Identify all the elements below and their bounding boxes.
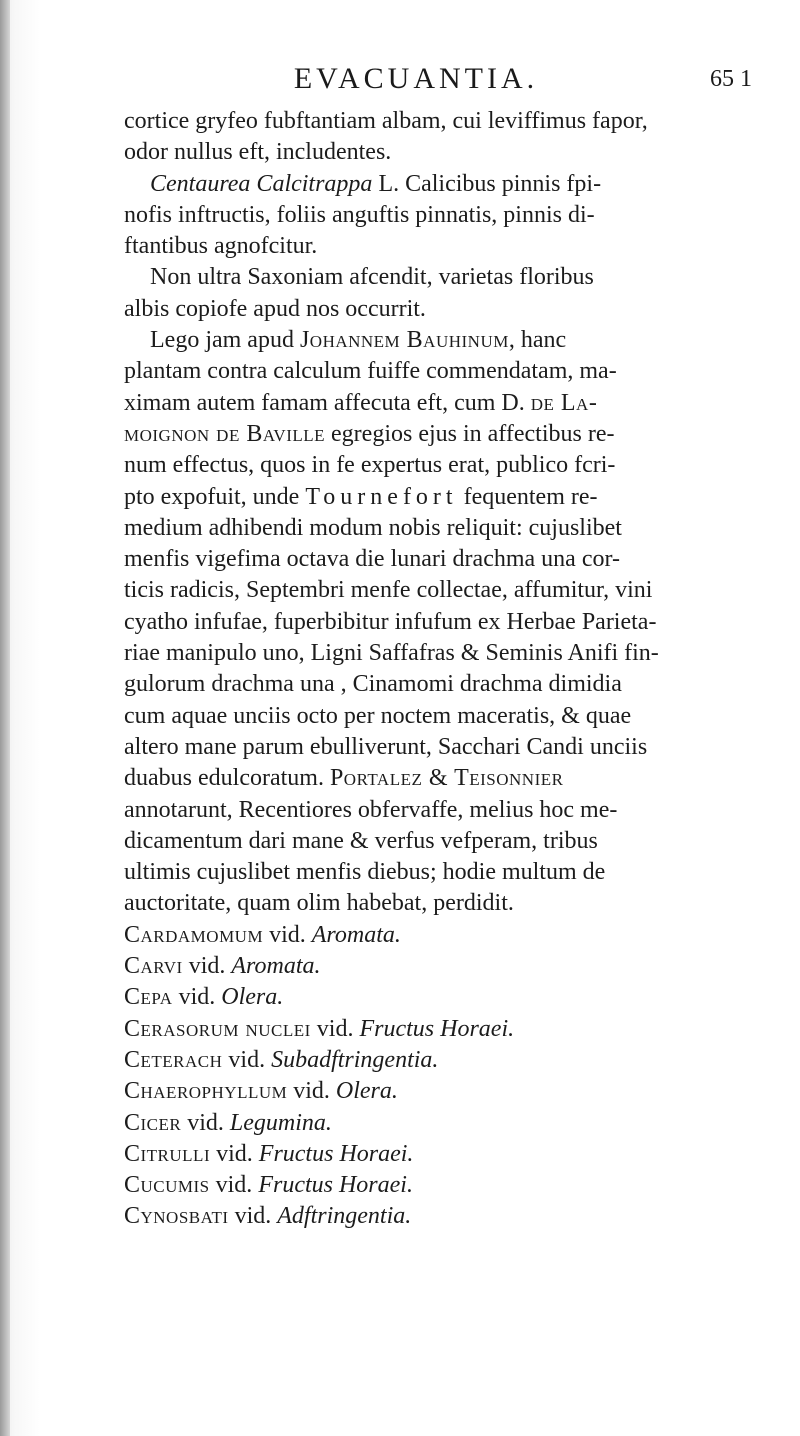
entry-reference: Subadftringentia. (271, 1046, 439, 1073)
entry-vid: vid. (263, 921, 312, 948)
author-name: Portalez & Teisonnier (329, 765, 564, 792)
entry-term: Ceterach (124, 1046, 223, 1073)
text-line: num effectus, quos in fe expertus erat, publico fcri- (124, 452, 616, 479)
text-line: nofis inftructis, foliis anguftis pinnatis, pinnis di- (124, 201, 595, 228)
entry-vid: vid. (182, 953, 232, 980)
text-line: albis copiofe apud nos occurrit. (124, 295, 426, 322)
entry-vid: vid. (210, 1140, 259, 1167)
entry-reference: Fructus Horaei. (258, 1172, 413, 1199)
text-line (124, 763, 750, 794)
index-entry (124, 1170, 750, 1201)
entry-term: Cucumis (124, 1172, 210, 1199)
text-line: ftantibus agnofcitur. (124, 233, 318, 260)
text-span: duabus edulcoratum. (124, 765, 330, 792)
entry-vid: vid. (181, 1109, 230, 1136)
running-head: EVACUANTIA. (293, 62, 539, 95)
text-line: cortice gryfeo fubftantiam albam, cui leviffimus fapor, (124, 108, 648, 134)
text-line: ticis radicis, Septembri menfe collectae, affumitur, vini (124, 577, 653, 604)
paragraph-centaurea (124, 169, 750, 200)
author-name: Johannem Bauhinum (299, 327, 509, 354)
text-line: annotarunt, Recentiores obfervaffe, melius hoc me- (124, 796, 618, 823)
entry-reference: Aromata. (311, 921, 401, 948)
entry-reference: Adftringentia. (277, 1203, 412, 1230)
entry-term: Cynosbati (124, 1203, 229, 1230)
text-span: Lego jam apud (150, 327, 300, 354)
index-entry (124, 920, 750, 951)
index-entry (124, 1108, 750, 1139)
index-entry (124, 1201, 750, 1232)
entry-term: Cardamomum (124, 921, 264, 948)
index-entry (124, 1076, 750, 1107)
entry-term: Chaerophyllum (124, 1078, 288, 1105)
text-span: L. Calicibus pinnis fpi- (372, 170, 602, 197)
entry-vid: vid. (172, 984, 222, 1011)
paragraph-lego (124, 325, 750, 356)
text-line (124, 388, 750, 419)
text-line: altero mane parum ebulliverunt, Sacchari Candi unciis (124, 733, 648, 760)
text-line (124, 482, 750, 513)
author-name: moignon de Baville (124, 420, 326, 447)
entry-vid: vid. (222, 1046, 272, 1073)
entry-reference: Olera. (335, 1078, 398, 1105)
entry-term: Cerasorum nuclei (124, 1015, 311, 1042)
body-text (124, 106, 750, 1233)
entry-term: Citrulli (124, 1140, 211, 1167)
entry-reference: Aromata. (231, 953, 321, 980)
entry-term: Carvi (124, 953, 183, 980)
index-entry (124, 951, 750, 982)
text-line: odor nullus eft, includentes. (124, 139, 392, 166)
text-line: medium adhibendi modum nobis reliquit: cujuslibet (124, 514, 622, 541)
author-name: de La- (530, 389, 598, 416)
text-line (124, 419, 750, 450)
text-line: auctoritate, quam olim habebat, perdidit. (124, 890, 514, 917)
text-line: cum aquae unciis octo per noctem maceratis, & quae (124, 702, 632, 729)
text-span: egregios ejus in affectibus re- (325, 420, 615, 447)
text-span: pto expofuit, unde (124, 483, 306, 510)
index-entries (124, 920, 750, 1233)
author-name: Tournefort (305, 483, 458, 510)
entry-term: Cepa (124, 984, 173, 1011)
text-line: cyatho infufae, fuperbibitur infufum ex Herbae Parieta- (124, 608, 657, 635)
entry-reference: Olera. (221, 984, 284, 1011)
index-entry (124, 1139, 750, 1170)
text-span: ximam autem famam affecuta eft, cum D. (124, 389, 531, 416)
text-line: Non ultra Saxoniam afcendit, varietas floribus (150, 264, 594, 291)
index-entry (124, 1014, 750, 1045)
text-line: riae manipulo uno, Ligni Saffafras & Seminis Anifi fin- (124, 640, 659, 667)
text-span: , hanc (508, 327, 567, 354)
entry-reference: Legumina. (229, 1109, 332, 1136)
entry-term: Cicer (124, 1109, 182, 1136)
entry-reference: Fructus Horaei. (359, 1015, 515, 1042)
binding-edge (0, 0, 10, 1436)
page-header (140, 62, 752, 102)
text-span: fequentem re- (457, 483, 598, 510)
entry-vid: vid. (310, 1015, 360, 1042)
text-line: plantam contra calculum fuiffe commendatam, ma- (124, 358, 617, 385)
entry-vid: vid. (287, 1078, 336, 1105)
entry-vid: vid. (209, 1172, 259, 1199)
text-line: gulorum drachma una , Cinamomi drachma dimidia (124, 671, 622, 698)
entry-reference: Fructus Horaei. (258, 1140, 414, 1167)
text-line: dicamentum dari mane & verfus vefperam, tribus (124, 827, 598, 854)
species-name: Centaurea Calcitrappa (150, 170, 373, 197)
text-line: ultimis cujuslibet menfis diebus; hodie multum de (124, 859, 606, 886)
index-entry (124, 1045, 750, 1076)
entry-vid: vid. (228, 1203, 278, 1230)
page-number: 65 1 (710, 66, 752, 92)
text-line: menfis vigefima octava die lunari drachma una cor- (124, 546, 620, 573)
index-entry (124, 982, 750, 1013)
